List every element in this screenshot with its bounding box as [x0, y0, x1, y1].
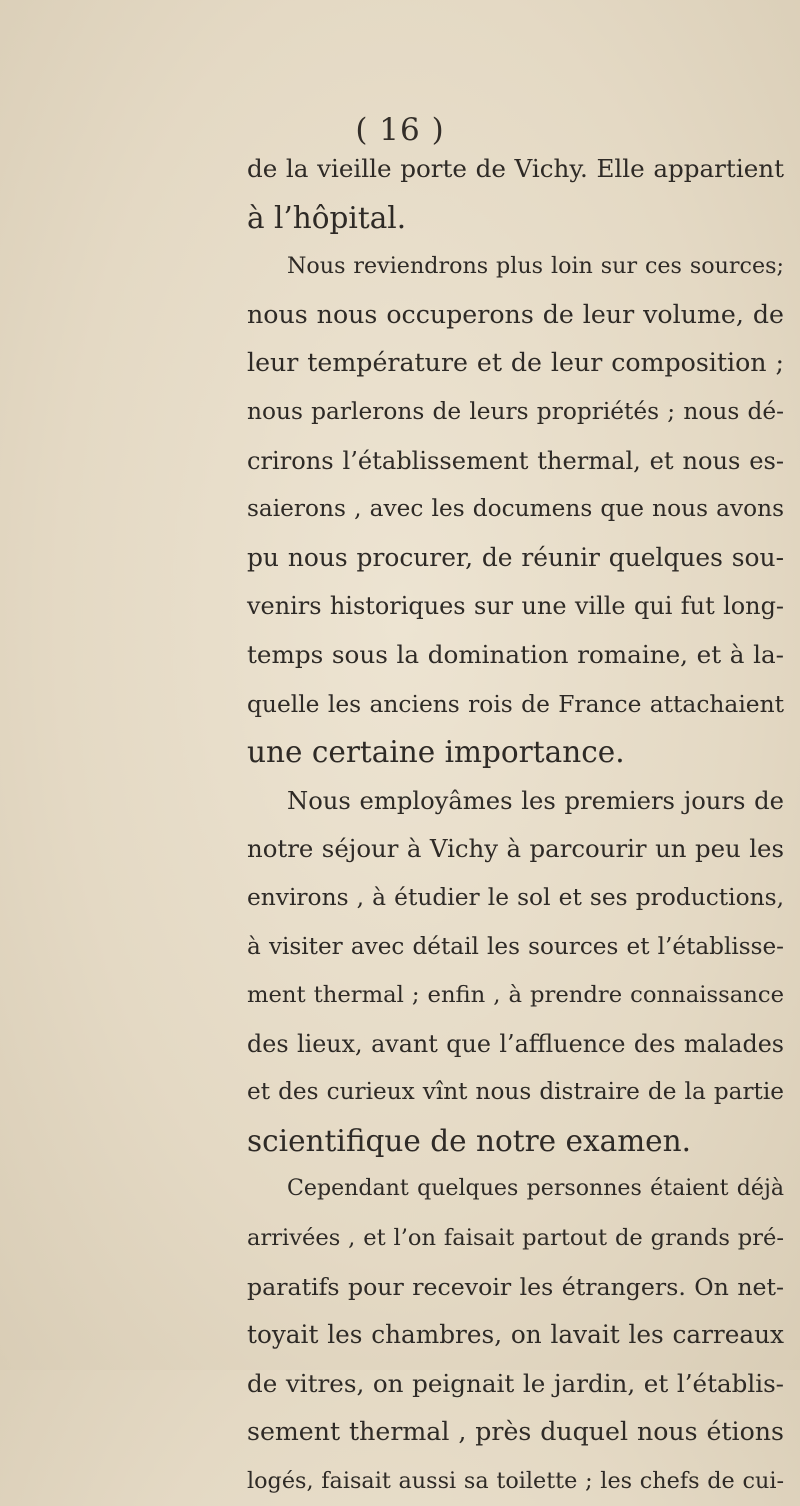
text-line: sement thermal , près duquel nous étions — [247, 1417, 784, 1447]
text-line: environs , à étudier le sol et ses productions, — [247, 883, 784, 911]
text-line: notre séjour à Vichy à parcourir un peu les — [247, 834, 784, 864]
body-text — [247, 145, 784, 1506]
text-line: de vitres, on peignait le jardin, et l’établis- — [247, 1368, 784, 1398]
text-line: toyait les chambres, on lavait les carreaux — [247, 1320, 784, 1350]
text-line: logés, faisait aussi sa toilette ; les chefs de cui- — [247, 1468, 784, 1495]
text-line: quelle les anciens rois de France attachaient — [247, 689, 784, 718]
text-line: ment thermal ; enfin , à prendre connaissance — [247, 982, 784, 1009]
text-line: temps sous la domination romaine, et à la- — [247, 639, 784, 669]
text-line: et des curieux vînt nous distraire de la partie — [247, 1078, 784, 1106]
text-line: venirs historiques sur une ville qui fut long- — [247, 592, 784, 621]
text-line: pu nous procurer, de réunir quelques sou- — [247, 542, 784, 572]
text-line: arrivées , et l’on faisait partout de grands pré- — [247, 1225, 784, 1252]
text-line: crirons l’établissement thermal, et nous es- — [247, 446, 784, 475]
text-line: paratifs pour recevoir les étrangers. On net- — [247, 1272, 784, 1301]
page-number: ( 16 ) — [355, 112, 445, 148]
text-line: saierons , avec les documens que nous avons — [247, 495, 784, 523]
text-line: Nous reviendrons plus loin sur ces sources; — [287, 253, 784, 280]
text-line: une certaine importance. — [247, 735, 625, 770]
text-line: de la vieille porte de Vichy. Elle appartient — [247, 154, 784, 183]
text-line: à visiter avec détail les sources et l’établisse- — [247, 933, 784, 960]
text-line: nous nous occuperons de leur volume, de — [247, 299, 784, 329]
text-line: leur température et de leur composition ; — [247, 348, 784, 378]
text-line: des lieux, avant que l’affluence des malades — [247, 1029, 784, 1058]
text-line: à l’hôpital. — [247, 200, 407, 235]
text-line: nous parlerons de leurs propriétés ; nous dé- — [247, 397, 784, 425]
text-line: scientifique de notre examen. — [247, 1123, 691, 1158]
text-line: Nous employâmes les premiers jours de — [287, 786, 784, 815]
text-line: Cependant quelques personnes étaient déjà — [287, 1176, 784, 1202]
